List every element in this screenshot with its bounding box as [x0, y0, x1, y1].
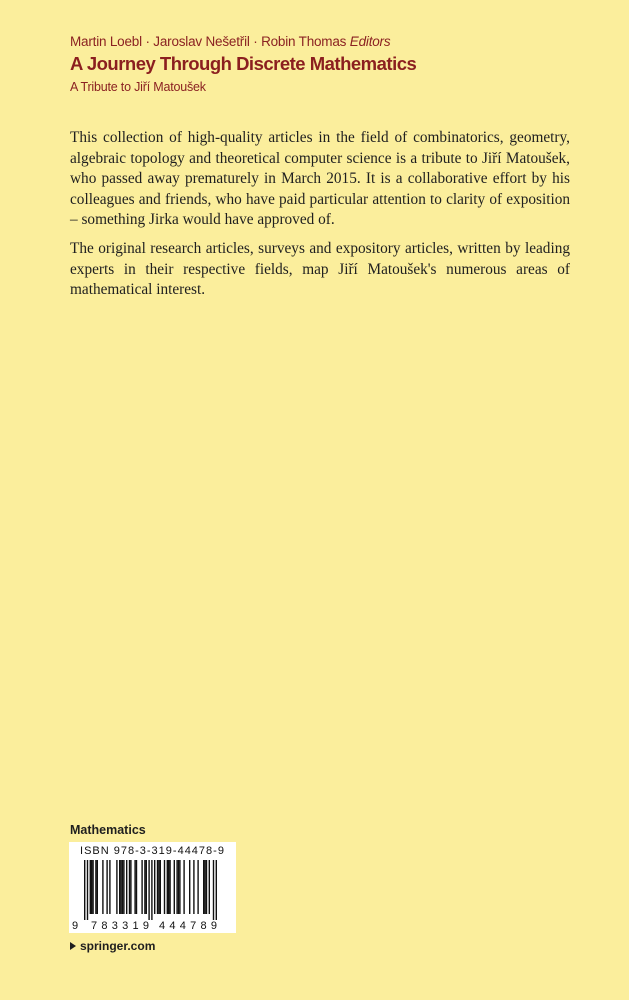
barcode-bar: [146, 860, 147, 914]
book-title: A Journey Through Discrete Mathematics: [70, 53, 417, 74]
editors-names: Martin Loebl · Jaroslav Nešetřil · Robin Thomas: [70, 34, 347, 49]
barcode-bar: [160, 860, 161, 914]
publisher-link[interactable]: [70, 939, 155, 953]
barcode-bar: [167, 860, 168, 914]
blurb-paragraph-2: The original research articles, surveys and expository articles, written by leading experts in their respective fields, map Jiří Matoušek's numerous areas of mathematical interest.: [70, 239, 570, 299]
barcode-bar: [136, 860, 137, 914]
barcode-bar: [158, 860, 159, 914]
barcode-bar: [193, 860, 194, 914]
barcode-bar: [87, 860, 88, 920]
barcode-bar: [206, 860, 207, 914]
editors-line: [70, 34, 590, 49]
barcode-bar: [204, 860, 205, 914]
barcode-bar: [168, 860, 169, 914]
barcode-bar: [144, 860, 145, 914]
barcode-bar: [178, 860, 179, 914]
barcode-bar: [197, 860, 198, 914]
barcode-bar: [189, 860, 190, 914]
barcode-right-digits: 444789: [159, 920, 217, 932]
barcode-bar: [183, 860, 184, 914]
barcode-bar: [92, 860, 93, 914]
barcode-bar: [91, 860, 92, 914]
barcode-bar: [126, 860, 127, 914]
isbn-number: ISBN 978-3-319-44478-9: [80, 845, 225, 857]
barcode-bar: [141, 860, 142, 914]
blurb: [70, 128, 570, 309]
barcode-bar: [122, 860, 123, 914]
subject-label: Mathematics: [70, 823, 146, 837]
barcode-bar: [164, 860, 165, 914]
barcode-first-digit: 9: [72, 920, 79, 932]
book-subtitle: A Tribute to Jiří Matoušek: [70, 80, 206, 94]
barcode-bar: [95, 860, 96, 914]
barcode-bar: [174, 860, 175, 914]
barcode-bar: [148, 860, 149, 920]
barcode-bar: [130, 860, 131, 914]
publisher-link-label: springer.com: [80, 939, 156, 953]
barcode-bar: [203, 860, 204, 914]
barcode-bar: [90, 860, 91, 914]
barcode-bar: [213, 860, 214, 920]
barcode-bars: [84, 860, 217, 920]
barcode-bar: [102, 860, 103, 914]
barcode-bar: [154, 860, 155, 914]
barcode-bar: [84, 860, 85, 920]
barcode-bar: [119, 860, 120, 914]
barcode-bar: [209, 860, 210, 914]
barcode-bar: [134, 860, 135, 914]
blurb-paragraph-1: This collection of high-quality articles in the field of combinatorics, geometry, algebraic topology and theoretical computer science is a tribute to Jiří Matoušek, who passed away prematurely in March 2015. It is a collaborative effort by his colleagues and friends, who have paid particular attention to clarity of exposition – something Jirka would have approved of.: [70, 129, 570, 229]
barcode-bar: [151, 860, 152, 920]
barcode-bar: [97, 860, 98, 914]
arrow-right-icon: [70, 942, 76, 950]
barcode-bar: [129, 860, 130, 914]
barcode-left-digits: 783319: [91, 920, 149, 932]
barcode-bar: [106, 860, 107, 914]
barcode-bar: [120, 860, 121, 914]
barcode-bar: [176, 860, 177, 914]
editors-role: Editors: [349, 34, 391, 49]
isbn-barcode: [69, 842, 236, 933]
barcode-bar: [116, 860, 117, 914]
barcode-bar: [179, 860, 180, 914]
barcode-bar: [157, 860, 158, 914]
barcode-bar: [123, 860, 124, 914]
barcode-bar: [216, 860, 217, 920]
barcode-bar: [169, 860, 170, 914]
barcode-bar: [109, 860, 110, 914]
